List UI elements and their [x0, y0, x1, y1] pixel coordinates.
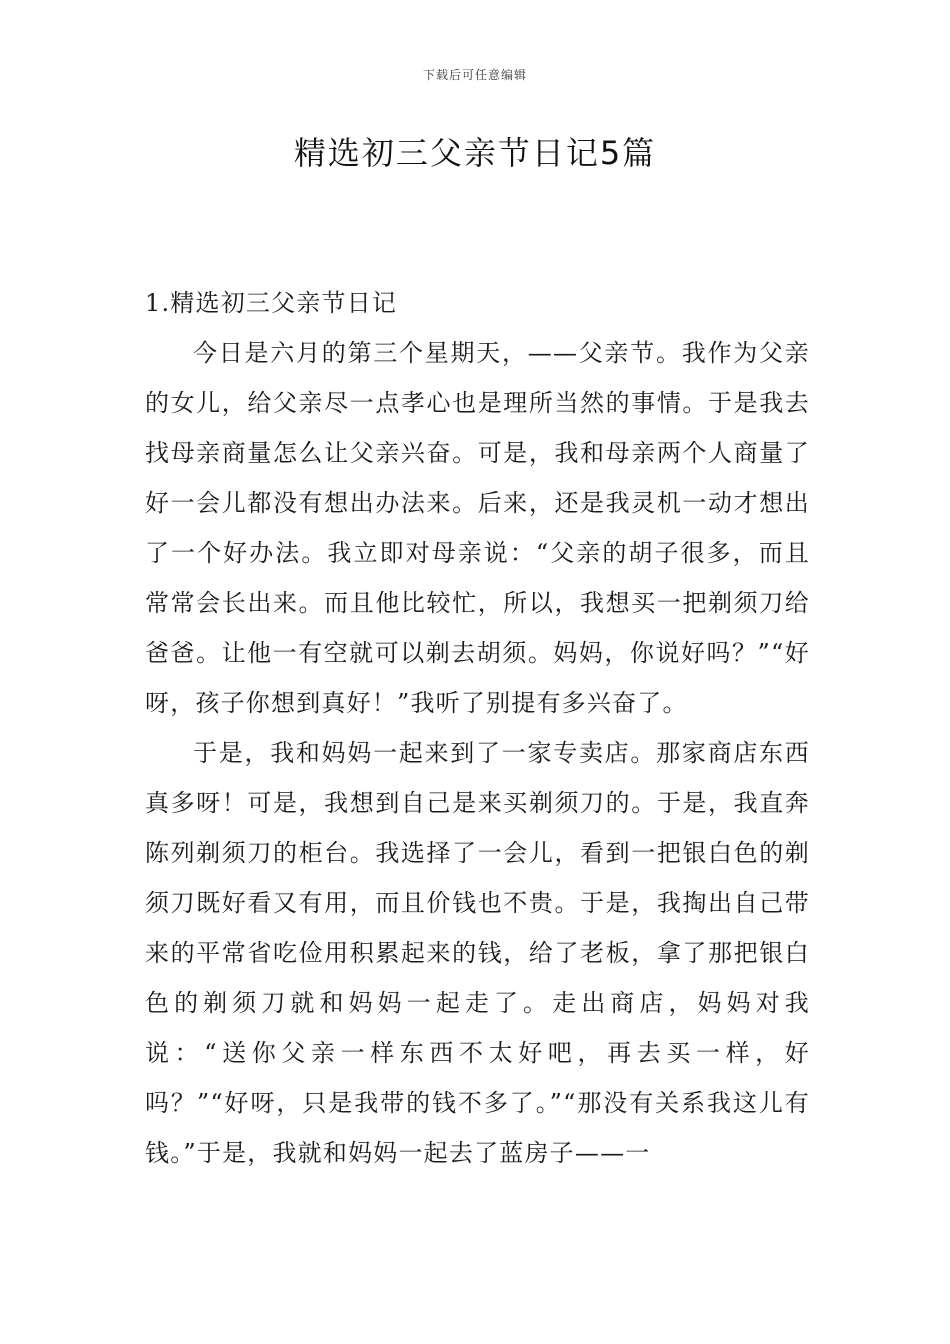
document-title: 精选初三父亲节日记5篇	[293, 134, 657, 172]
paragraph-1: 今日是六月的第三个星期天，——父亲节。我作为父亲的女儿，给父亲尽一点孝心也是理所当然的事情。于是我去找母亲商量怎么让父亲兴奋。可是，我和母亲两个人商量了好一会儿都没有想出办法来。后来，还是我灵机一动才想出了一个好办法。我立即对母亲说：“父亲的胡子很多，而且常常会长出来。而且他比较忙，所以，我想买一把剃须刀给爸爸。让他一有空就可以剃去胡须。妈妈，你说好吗？”“好呀，孩子你想到真好！”我听了别提有多兴奋了。	[145, 339, 810, 717]
header-note: 下载后可任意编辑	[422, 68, 527, 82]
document-body	[145, 278, 810, 1178]
section-heading: 1.精选初三父亲节日记	[145, 289, 398, 317]
paragraph-2: 于是，我和妈妈一起来到了一家专卖店。那家商店东西真多呀！可是，我想到自己是来买剃须刀的。于是，我直奔陈列剃须刀的柜台。我选择了一会儿，看到一把银白色的剃须刀既好看又有用，而且价钱也不贵。于是，我掏出自己带来的平常省吃俭用积累起来的钱，给了老板，拿了那把银白色的剃须刀就和妈妈一起走了。走出商店，妈妈对我说：“送你父亲一样东西不太好吧，再去买一样，好吗？”“好呀，只是我带的钱不多了。”“那没有关系我这儿有钱。”于是，我就和妈妈一起去了蓝房子——一	[145, 739, 810, 1167]
